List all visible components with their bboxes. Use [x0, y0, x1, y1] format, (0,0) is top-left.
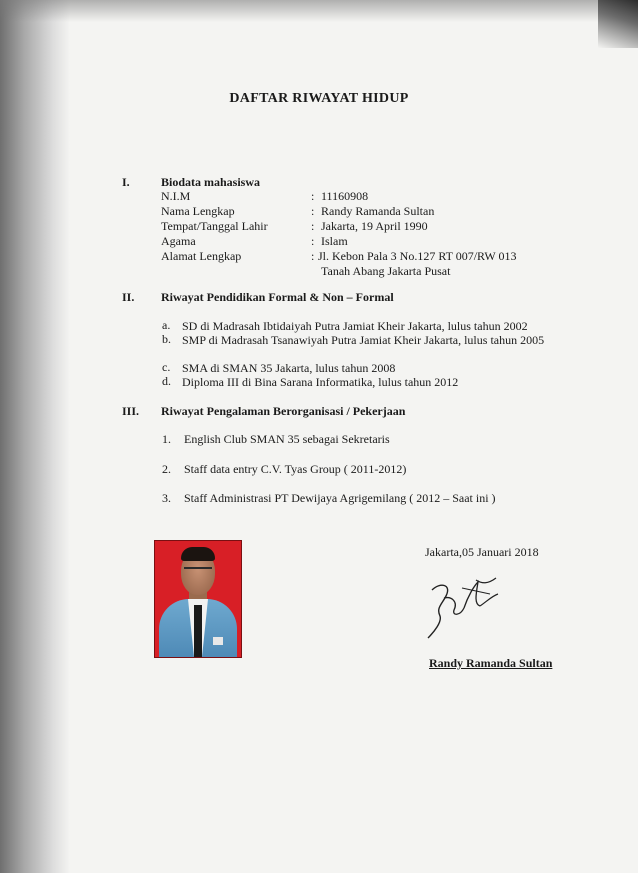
- education-text: SD di Madrasah Ibtidaiyah Putra Jamiat Kheir Jakarta, lulus tahun 2002: [182, 319, 528, 333]
- experience-item: [162, 462, 406, 477]
- section-title-pengalaman: Riwayat Pengalaman Berorganisasi / Pekerjaan: [161, 404, 406, 418]
- biodata-value-agama: Islam: [321, 234, 348, 248]
- biodata-label-ttl: Tempat/Tanggal Lahir: [161, 219, 268, 233]
- section-number-1: I.: [122, 175, 130, 189]
- photo-tie: [194, 605, 202, 657]
- biodata-value-nama: Randy Ramanda Sultan: [321, 204, 435, 218]
- experience-text: Staff data entry C.V. Tyas Group ( 2011-2012): [184, 462, 407, 476]
- education-text: SMP di Madrasah Tsanawiyah Putra Jamiat Kheir Jakarta, lulus tahun 2005: [182, 333, 545, 347]
- education-text: SMA di SMAN 35 Jakarta, lulus tahun 2008: [182, 361, 396, 375]
- education-item: [162, 374, 560, 390]
- education-letter: a.: [162, 318, 171, 332]
- biodata-colon: :: [311, 189, 315, 203]
- experience-text: English Club SMAN 35 sebagai Sekretaris: [184, 432, 390, 446]
- experience-item: [162, 491, 496, 506]
- section-number-2: II.: [122, 290, 135, 304]
- page-corner-fold: [598, 0, 638, 48]
- biodata-label-alamat: Alamat Lengkap: [161, 249, 242, 263]
- scan-edge-shadow: [0, 0, 70, 873]
- biodata-colon: :: [311, 234, 315, 248]
- experience-item: [162, 432, 390, 447]
- signature-icon: [418, 572, 508, 642]
- experience-number: 2.: [162, 462, 171, 476]
- photo-badge: [213, 637, 223, 645]
- biodata-colon: :: [311, 249, 315, 263]
- biodata-label-agama: Agama: [161, 234, 196, 248]
- biodata-label-nim: N.I.M: [161, 189, 191, 203]
- signer-name: Randy Ramanda Sultan: [429, 656, 553, 670]
- biodata-value-nim: 11160908: [321, 189, 369, 203]
- education-letter: d.: [162, 374, 171, 388]
- photo-glasses: [184, 567, 212, 575]
- experience-number: 1.: [162, 432, 171, 446]
- education-letter: b.: [162, 332, 171, 346]
- section-number-3: III.: [122, 404, 140, 418]
- biodata-value-alamat-line2: Tanah Abang Jakarta Pusat: [321, 264, 451, 278]
- page-title: DAFTAR RIWAYAT HIDUP: [229, 91, 409, 106]
- experience-text: Staff Administrasi PT Dewijaya Agrigemilang ( 2012 – Saat ini ): [184, 491, 496, 505]
- education-letter: c.: [162, 360, 171, 374]
- scan-top-shadow: [0, 0, 638, 22]
- photo-hair: [181, 547, 215, 561]
- biodata-colon: :: [311, 219, 315, 233]
- section-title-biodata: Biodata mahasiswa: [161, 175, 261, 189]
- biodata-label-nama: Nama Lengkap: [161, 204, 235, 218]
- biodata-value-alamat: Jl. Kebon Pala 3 No.127 RT 007/RW 013: [318, 249, 517, 263]
- biodata-colon: :: [311, 204, 315, 218]
- profile-photo: [154, 540, 242, 658]
- place-date: Jakarta,05 Januari 2018: [425, 545, 539, 559]
- biodata-value-ttl: Jakarta, 19 April 1990: [321, 219, 428, 233]
- section-title-pendidikan: Riwayat Pendidikan Formal & Non – Formal: [161, 290, 394, 304]
- experience-number: 3.: [162, 491, 171, 505]
- education-text: Diploma III di Bina Sarana Informatika, lulus tahun 2012: [182, 375, 459, 389]
